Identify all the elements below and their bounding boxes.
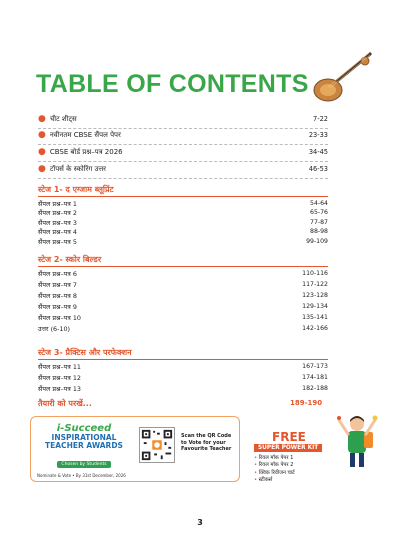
toc-row[interactable] [38, 268, 328, 278]
toc-row-label: सैंपल प्रश्न–पत्र 13 [38, 384, 81, 393]
toc-row-label: सैंपल प्रश्न–पत्र 5 [38, 237, 77, 246]
kit-subtitle: SUPER POWER KIT [254, 444, 322, 452]
toc-row-label: सैंपल प्रश्न–पत्र 6 [38, 269, 77, 278]
qr-code-icon[interactable] [139, 427, 175, 463]
toc-row-label: सैंपल प्रश्न–पत्र 10 [38, 313, 81, 322]
intro-item-label: नवीनतम CBSE सैंपल पेपर [49, 130, 121, 139]
award-logo [37, 423, 131, 478]
toc-row-label: सैंपल प्रश्न–पत्र 7 [38, 280, 77, 289]
toc-row-label: सैंपल प्रश्न–पत्र 12 [38, 373, 81, 382]
kit-item: • स्टीकर्स [254, 477, 295, 484]
toc-row-label: सैंपल प्रश्न–पत्र 3 [38, 218, 77, 227]
toc-row-pages: 174-181 [302, 373, 328, 381]
toc-row[interactable] [38, 217, 328, 227]
stage-divider [38, 359, 328, 360]
student-illustration [334, 412, 380, 472]
kit-item: • क्विक रिवीजन चार्ट [254, 470, 295, 477]
toc-row-pages: 182-188 [302, 384, 328, 392]
stage-divider [38, 266, 328, 267]
toc-row-pages: 135-141 [302, 313, 328, 321]
free-label: FREE [272, 430, 306, 444]
bullet-icon: ● [38, 164, 46, 174]
toc-row[interactable] [38, 301, 328, 311]
toc-row-label: सैंपल प्रश्न–पत्र 9 [38, 302, 77, 311]
intro-item-label: चीट शीट्स [49, 114, 77, 123]
toc-row-label: सैंपल प्रश्न–पत्र 4 [38, 228, 77, 236]
toc-row-label: सैंपल प्रश्न–पत्र 1 [38, 199, 77, 208]
toc-row[interactable] [38, 361, 328, 371]
toc-row-pages: 77-87 [310, 218, 328, 226]
separator [38, 178, 328, 179]
toc-row-label: उत्तर (6-10) [38, 324, 71, 333]
taiyari-heading: तैयारी को परखें... [38, 399, 92, 408]
bullet-icon: ● [38, 114, 46, 124]
award-line-1: INSPIRATIONAL [51, 433, 117, 442]
toc-row-pages: 142-166 [302, 324, 328, 332]
toc-row-pages: 117-122 [302, 280, 328, 288]
intro-item-pages: 7-22 [313, 115, 328, 123]
toc-row[interactable] [38, 383, 328, 393]
stage-divider [38, 196, 328, 197]
super-power-kit [248, 410, 378, 486]
toc-row[interactable] [38, 312, 328, 322]
intro-item-pages: 46-53 [308, 165, 328, 173]
page-title: TABLE OF CONTENTS [36, 70, 309, 98]
toc-row[interactable] [38, 372, 328, 382]
intro-item-label: टॉपर्स के स्कोरिंग उत्तर [49, 164, 107, 173]
kit-item: • रियल मॉक पेपर 2 [254, 462, 295, 469]
toc-row[interactable] [38, 236, 328, 246]
toc-row[interactable] [38, 227, 328, 237]
kit-item: • रियल मॉक पेपर 1 [254, 455, 295, 462]
award-line-2: TEACHER AWARDS [45, 441, 123, 450]
intro-item-pages: 34-45 [308, 148, 328, 156]
intro-item[interactable] [38, 144, 328, 160]
taiyari-pages: 189-190 [290, 399, 323, 407]
toc-row-pages: 129-134 [302, 302, 328, 310]
toc-row-pages: 123-128 [302, 291, 328, 299]
toc-row[interactable] [38, 198, 328, 208]
toc-row-label: सैंपल प्रश्न–पत्र 2 [38, 209, 77, 217]
toc-row-pages: 88-98 [310, 228, 328, 235]
toc-row-label: सैंपल प्रश्न–पत्र 8 [38, 291, 77, 300]
award-tag: Chosen by Students [57, 461, 110, 468]
bullet-icon: ● [38, 130, 46, 140]
toc-row-pages: 167-173 [302, 362, 328, 370]
stage-title: स्टेज 2- स्कोर बिल्डर [38, 255, 102, 264]
intro-item[interactable] [38, 111, 328, 127]
intro-item[interactable] [38, 127, 328, 143]
intro-item-pages: 23-33 [308, 131, 328, 139]
toc-row-pages: 110-116 [302, 269, 328, 277]
teacher-award-promo [30, 416, 240, 482]
page-number: 3 [197, 518, 203, 527]
toc-row[interactable] [38, 279, 328, 289]
toc-row[interactable] [38, 323, 328, 333]
stage-title: स्टेज 3- प्रैक्टिस और परफेक्शन [38, 348, 132, 357]
toc-row-pages: 54-64 [310, 199, 328, 207]
kit-items [254, 455, 295, 485]
toc-row[interactable] [38, 290, 328, 300]
toc-row-label: सैंपल प्रश्न–पत्र 11 [38, 362, 81, 371]
toc-row-pages: 99-109 [306, 237, 328, 245]
brand-name: i-Succeed [56, 423, 112, 434]
qr-instruction: Scan the QR Code to Vote for your Favourite Teacher [181, 433, 232, 452]
intro-item-label: CBSE बोर्ड प्रश्न–पत्र 2026 [49, 147, 123, 156]
nominate-text: Nominate & Vote • By 31st December, 2026 [37, 473, 126, 478]
stage-title: स्टेज 1- द एग्जाम ब्लूप्रिंट [38, 185, 114, 194]
intro-item[interactable] [38, 161, 328, 177]
bullet-icon: ● [38, 147, 46, 157]
veena-illustration [312, 48, 374, 104]
toc-row-pages: 65-76 [310, 209, 328, 216]
toc-row[interactable] [38, 208, 328, 218]
